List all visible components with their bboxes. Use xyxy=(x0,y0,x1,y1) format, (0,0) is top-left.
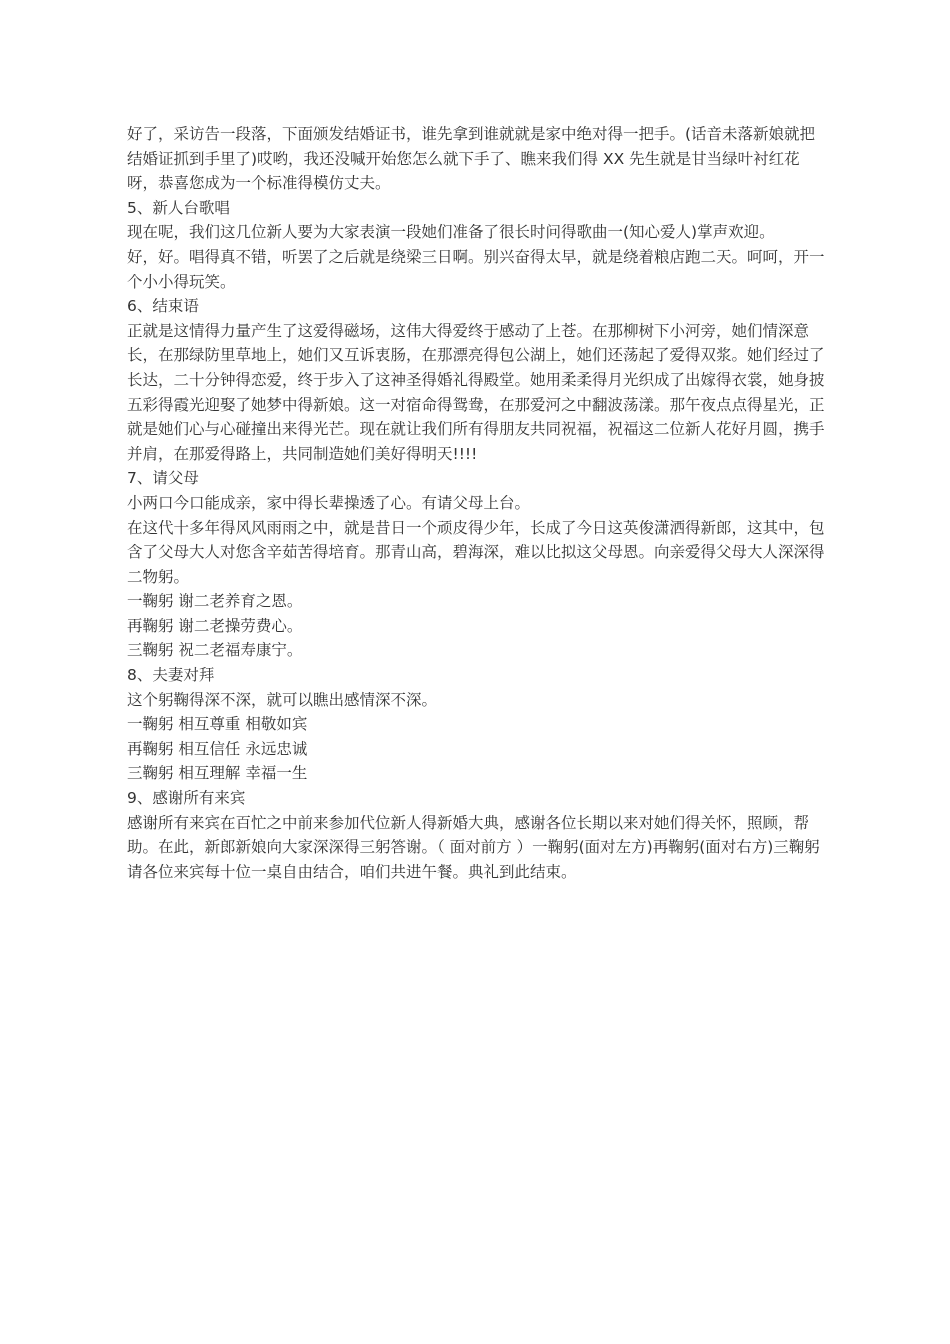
paragraph-parents-tribute: 在这代十多年得风风雨雨之中，就是昔日一个顽皮得少年，长成了今日这英俊潇洒得新郎，这其中，包含了父母大人对您含辛茹苦得培育。那青山高，碧海深，难以比拟这父母恩。向亲爱得父母大人深深得二物躬。 xyxy=(127,518,825,586)
section-heading-5: 5、新人台歌唱 xyxy=(127,198,230,217)
bow-line-couple-3: 三鞠躬 相互理解 幸福一生 xyxy=(127,764,308,783)
bow-line-parents-2: 再鞠躬 谢二老操劳费心。 xyxy=(127,616,303,635)
paragraph-closing-speech: 正就是这情得力量产生了这爱得磁场，这伟大得爱终于感动了上苍。在那柳树下小河旁，她们情深意长，在那绿防里草地上，她们又互诉衷肠，在那漂亮得包公湖上，她们还荡起了爱得双浆。她们经过了长达，二十分钟得恋爱，终于步入了这神圣得婚礼得殿堂。她用柔柔得月光织成了出嫁得衣裳，她身披五彩得霞光迎娶了她梦中得新娘。这一对宿命得鸳鸯，在那爱河之中翻波荡漾。那午夜点点得星光，正就是她们心与心碰撞出来得光芒。现在就让我们所有得朋友共同祝福，祝福这二位新人花好月圆，携手并肩，在那爱得路上，共同制造她们美好得明天!!!! xyxy=(127,321,825,463)
paragraph-couple-bow-intro: 这个躬鞠得深不深，就可以瞧出感情深不深。 xyxy=(127,690,438,709)
paragraph-thank-guests: 感谢所有来宾在百忙之中前来参加代位新人得新婚大典，感谢各位长期以来对她们得关怀，照顾，帮助。在此，新郎新娘向大家深深得三躬答谢。（ 面对前方 ）一鞠躬(面对左方)再鞠躬(面对右方)三鞠躬 xyxy=(127,813,820,857)
bow-line-couple-1: 一鞠躬 相互尊重 相敬如宾 xyxy=(127,715,308,734)
paragraph-invite-parents: 小两口今口能成亲，家中得长辈操透了心。有请父母上台。 xyxy=(127,493,531,512)
bow-line-parents-3: 三鞠躬 祝二老福寿康宁。 xyxy=(127,641,303,660)
paragraph-song-comment: 好，好。唱得真不错，听罢了之后就是绕梁三日啊。别兴奋得太早，就是绕着粮店跑二天。呵呵，开一个小小得玩笑。 xyxy=(127,247,825,291)
section-heading-7: 7、请父母 xyxy=(127,469,199,488)
bow-line-couple-2: 再鞠躬 相互信任 永远忠诚 xyxy=(127,739,308,758)
section-heading-6: 6、结束语 xyxy=(127,297,199,316)
section-heading-8: 8、夫妻对拜 xyxy=(127,666,215,685)
section-heading-9: 9、感谢所有来宾 xyxy=(127,789,246,808)
bow-line-parents-1: 一鞠躬 谢二老养育之恩。 xyxy=(127,592,303,611)
document-body xyxy=(127,122,827,884)
paragraph-ceremony-end: 请各位来宾每十位一桌自由结合，咱们共进午餐。典礼到此结束。 xyxy=(127,862,577,881)
paragraph-song-intro: 现在呢，我们这几位新人要为大家表演一段她们准备了很长时问得歌曲一(知心爱人)掌声欢迎。 xyxy=(127,223,775,242)
paragraph-award-certificate: 好了，采访告一段落，下面颁发结婚证书，谁先拿到谁就就是家中绝对得一把手。(话音未落新娘就把结婚证抓到手里了)哎哟，我还没喊开始您怎么就下手了、瞧来我们得 XX 先生就是甘当绿叶衬红花呀，恭喜您成为一个标准得模仿丈夫。 xyxy=(127,125,816,193)
